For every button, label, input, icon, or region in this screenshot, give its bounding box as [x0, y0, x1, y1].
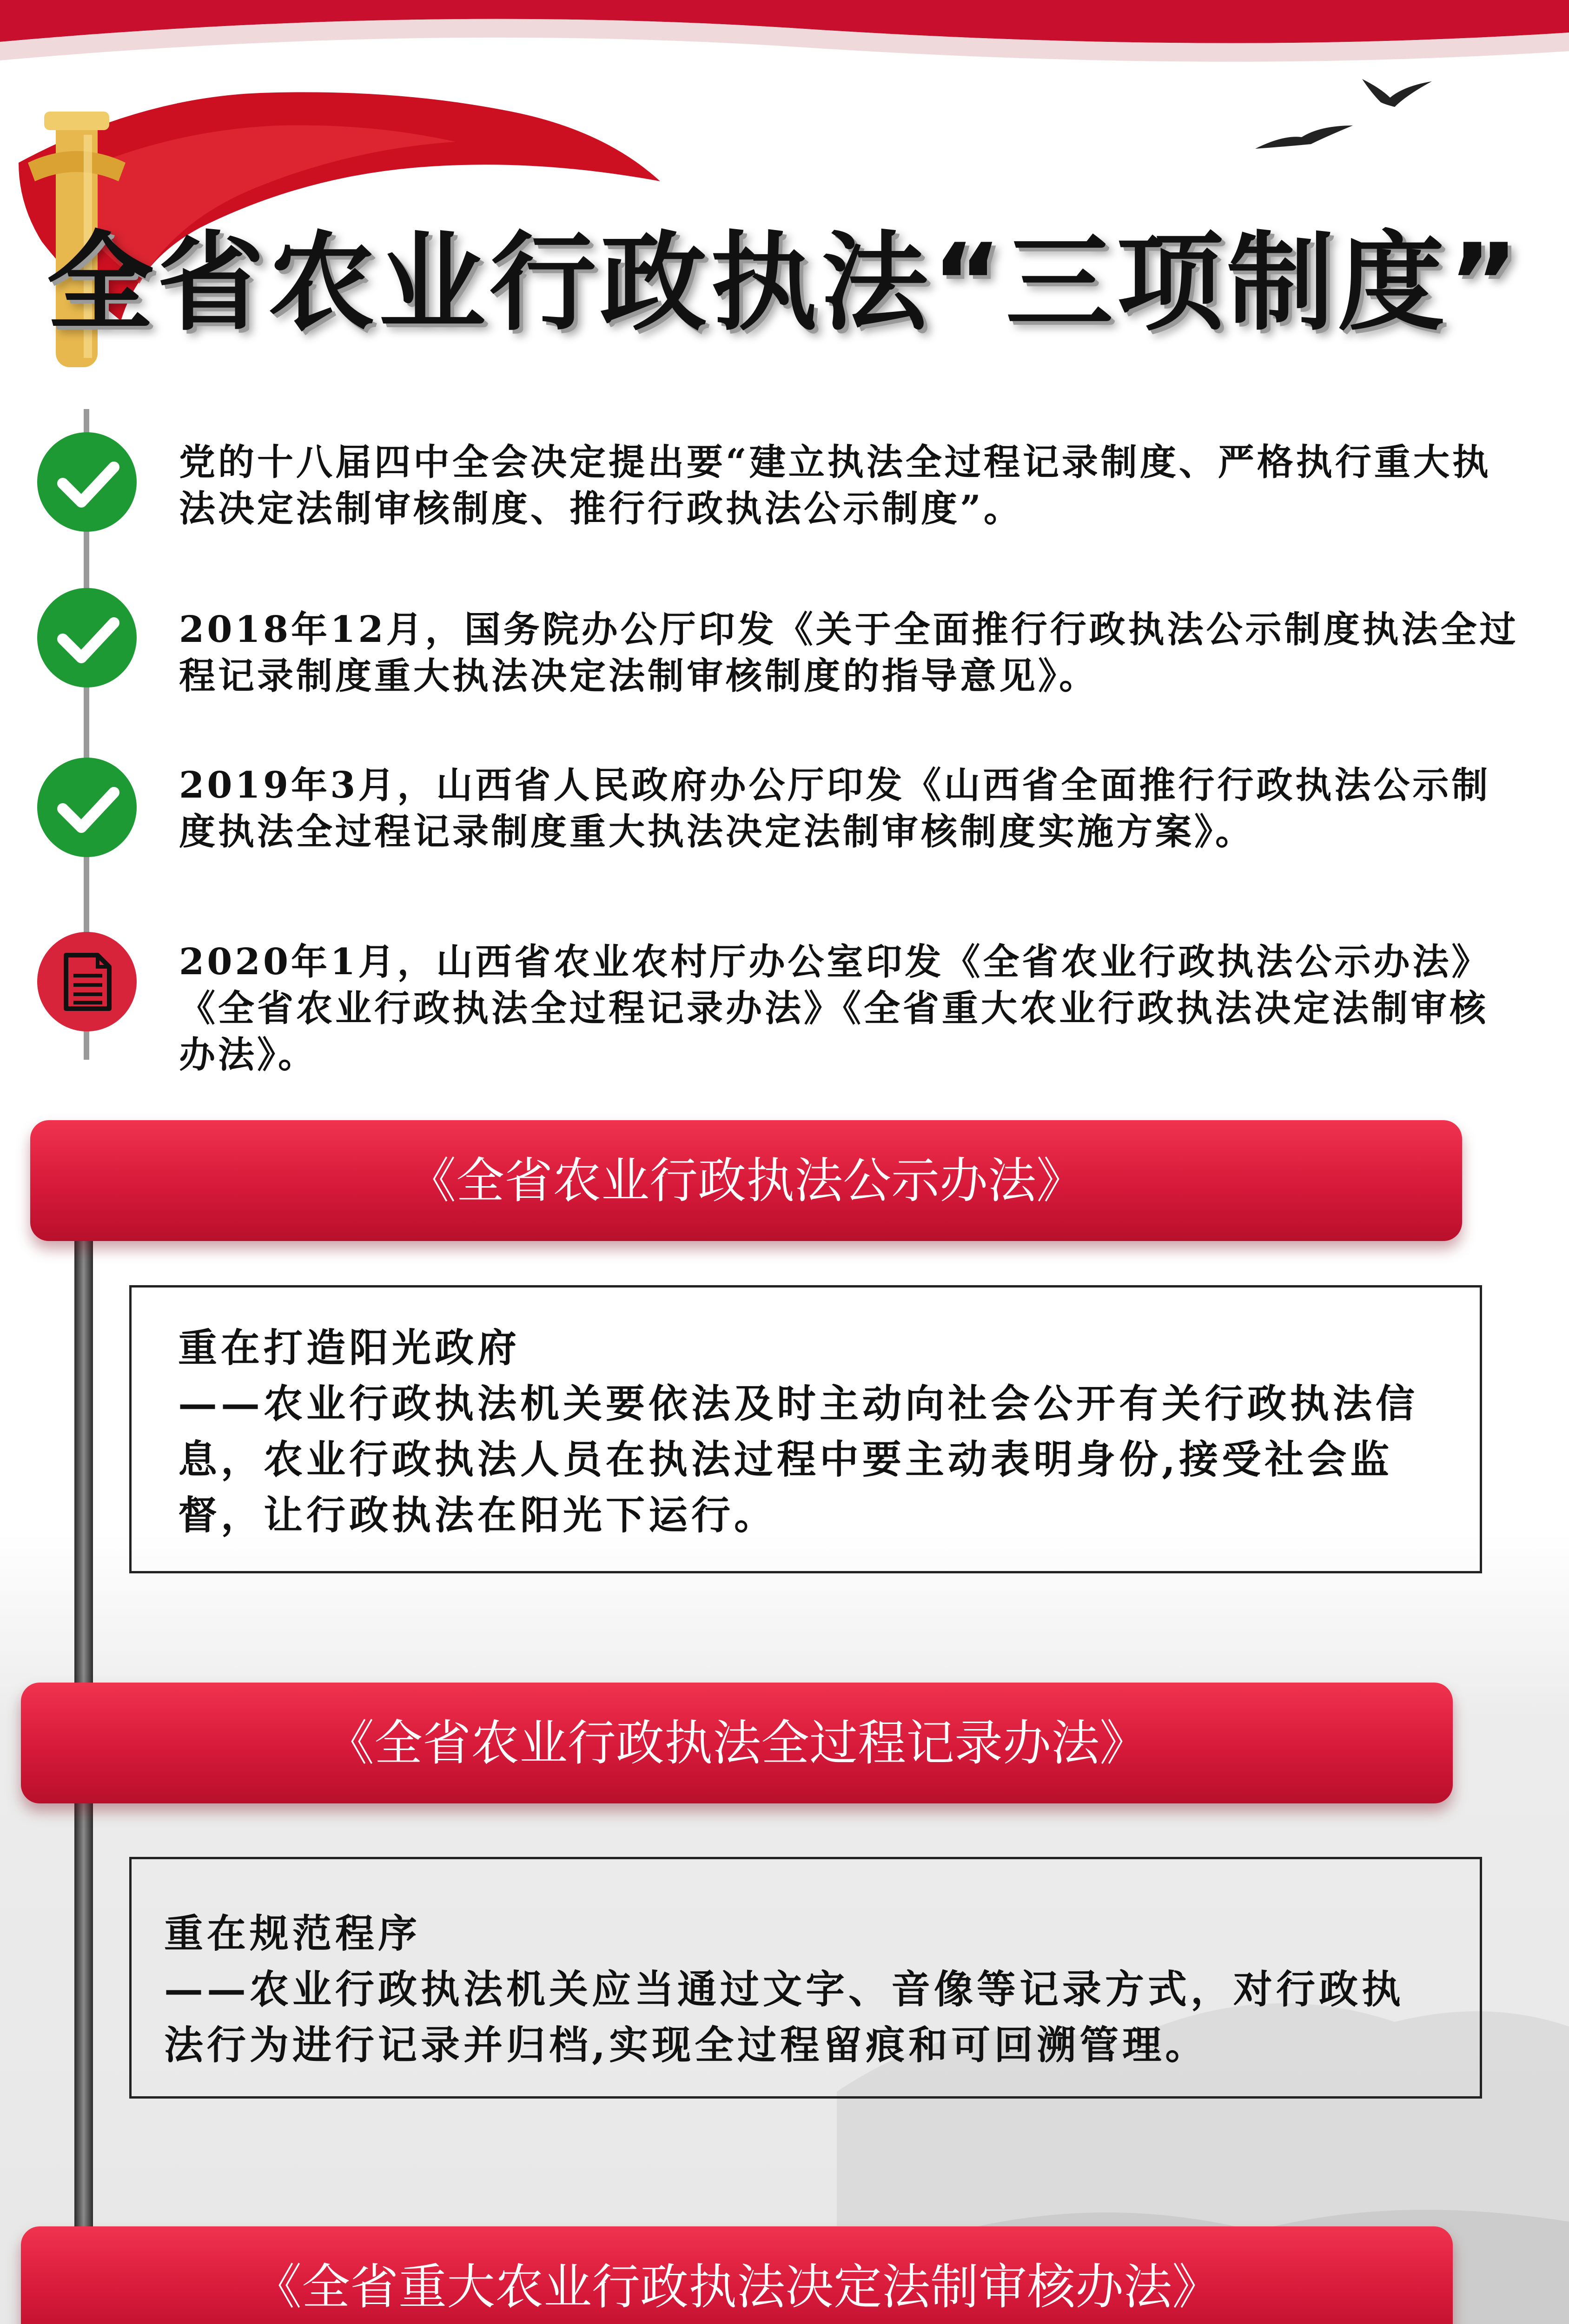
- document-icon: [37, 932, 137, 1031]
- birds-decoration: [1246, 60, 1441, 163]
- check-icon: [37, 758, 137, 857]
- section-heading: 重在打造阳光政府: [178, 1325, 521, 1371]
- section-body: ——农业行政执法机关要依法及时主动向社会公开有关行政执法信息，农业行政执法人员在执法过程中要主动表明身份,接受社会监督，让行政执法在阳光下运行。: [178, 1380, 1419, 1538]
- timeline-text: 2020年1月，山西省农业农村厅办公室印发《全省农业行政执法公示办法》《全省农业行政执法全过程记录办法》《全省重大农业行政执法决定法制审核办法》。: [179, 941, 1491, 1076]
- section-content-box: [129, 1285, 1482, 1573]
- check-icon: [37, 588, 137, 687]
- timeline-text: 2019年3月，山西省人民政府办公厅印发《山西省全面推行行政执法公示制度执法全过程记录制度重大执法决定法制审核制度实施方案》。: [179, 764, 1491, 853]
- section-body: ——农业行政执法机关应当通过文字、音像等记录方式，对行政执法行为进行记录并归档,实现全过程留痕和可回溯管理。: [164, 1966, 1405, 2068]
- check-icon: [37, 432, 137, 532]
- timeline-text: 党的十八届四中全会决定提出要“建立执法全过程记录制度、严格执行重大执法决定法制审核制度、推行行政执法公示制度”。: [179, 441, 1491, 530]
- section-banner: 《全省重大农业行政执法决定法制审核办法》: [21, 2226, 1453, 2324]
- section-banner: 《全省农业行政执法公示办法》: [30, 1120, 1462, 1241]
- section-content-box: [129, 1857, 1482, 2099]
- page-title: 全省农业行政执法“三项制度”: [46, 221, 1523, 345]
- section-heading: 重在规范程序: [164, 1910, 421, 1956]
- timeline-text: 2018年12月，国务院办公厅印发《关于全面推行行政执法公示制度执法全过程记录制度重大执法决定法制审核制度的指导意见》。: [179, 608, 1519, 697]
- section-banner: 《全省农业行政执法全过程记录办法》: [21, 1683, 1453, 1803]
